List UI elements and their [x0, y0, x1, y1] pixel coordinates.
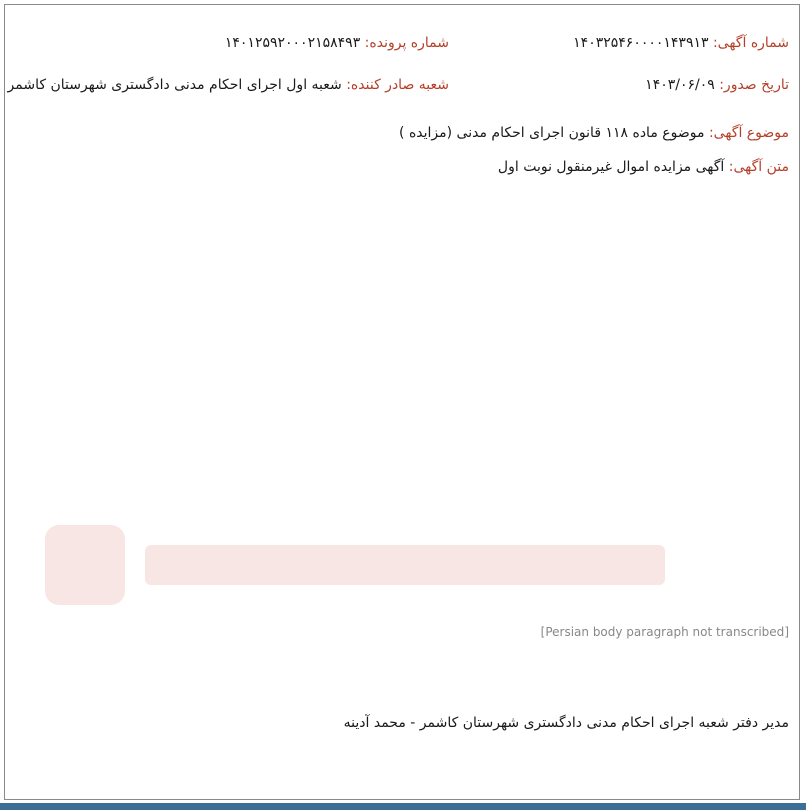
ad-number-label: شماره آگهی:	[712, 35, 789, 51]
ad-number-row	[573, 35, 789, 51]
issuing-branch-value: شعبه اول اجرای احکام مدنی دادگستری شهرستان کاشمر	[7, 77, 342, 93]
notice-body-placeholder: [Persian body paragraph not transcribed]	[540, 625, 789, 639]
case-number-value: ۱۴۰۱۲۵۹۲۰۰۰۲۱۵۸۴۹۳	[224, 35, 361, 51]
subject-label: موضوع آگهی:	[708, 125, 789, 141]
subject-value: موضوع ماده ۱۱۸ قانون اجرای احکام مدنی (مزایده )	[399, 125, 705, 141]
ad-number-value: ۱۴۰۳۲۵۴۶۰۰۰۰۱۴۳۹۱۳	[573, 35, 709, 51]
ad-text-label: متن آگهی:	[728, 159, 789, 175]
case-number-label: شماره پرونده:	[364, 35, 449, 51]
issue-date-value: ۱۴۰۳/۰۶/۰۹	[645, 77, 715, 93]
issue-date-row	[645, 77, 789, 93]
issuing-branch-label: شعبه صادر کننده:	[346, 77, 449, 93]
case-number-row	[225, 35, 449, 51]
subject-row	[399, 125, 789, 141]
site-watermark-logo	[45, 505, 685, 625]
closing-signature-line: مدیر دفتر شعبه اجرای احکام مدنی دادگستری شهرستان کاشمر - محمد آدینه	[343, 715, 789, 731]
ad-text-value: آگهی مزایده اموال غیرمنقول نوبت اول	[497, 159, 725, 175]
bottom-bar	[0, 803, 806, 810]
ad-text-row	[498, 159, 789, 175]
notice-frame	[4, 4, 800, 800]
issuing-branch-row	[8, 77, 449, 93]
issue-date-label: تاریخ صدور:	[719, 77, 789, 93]
